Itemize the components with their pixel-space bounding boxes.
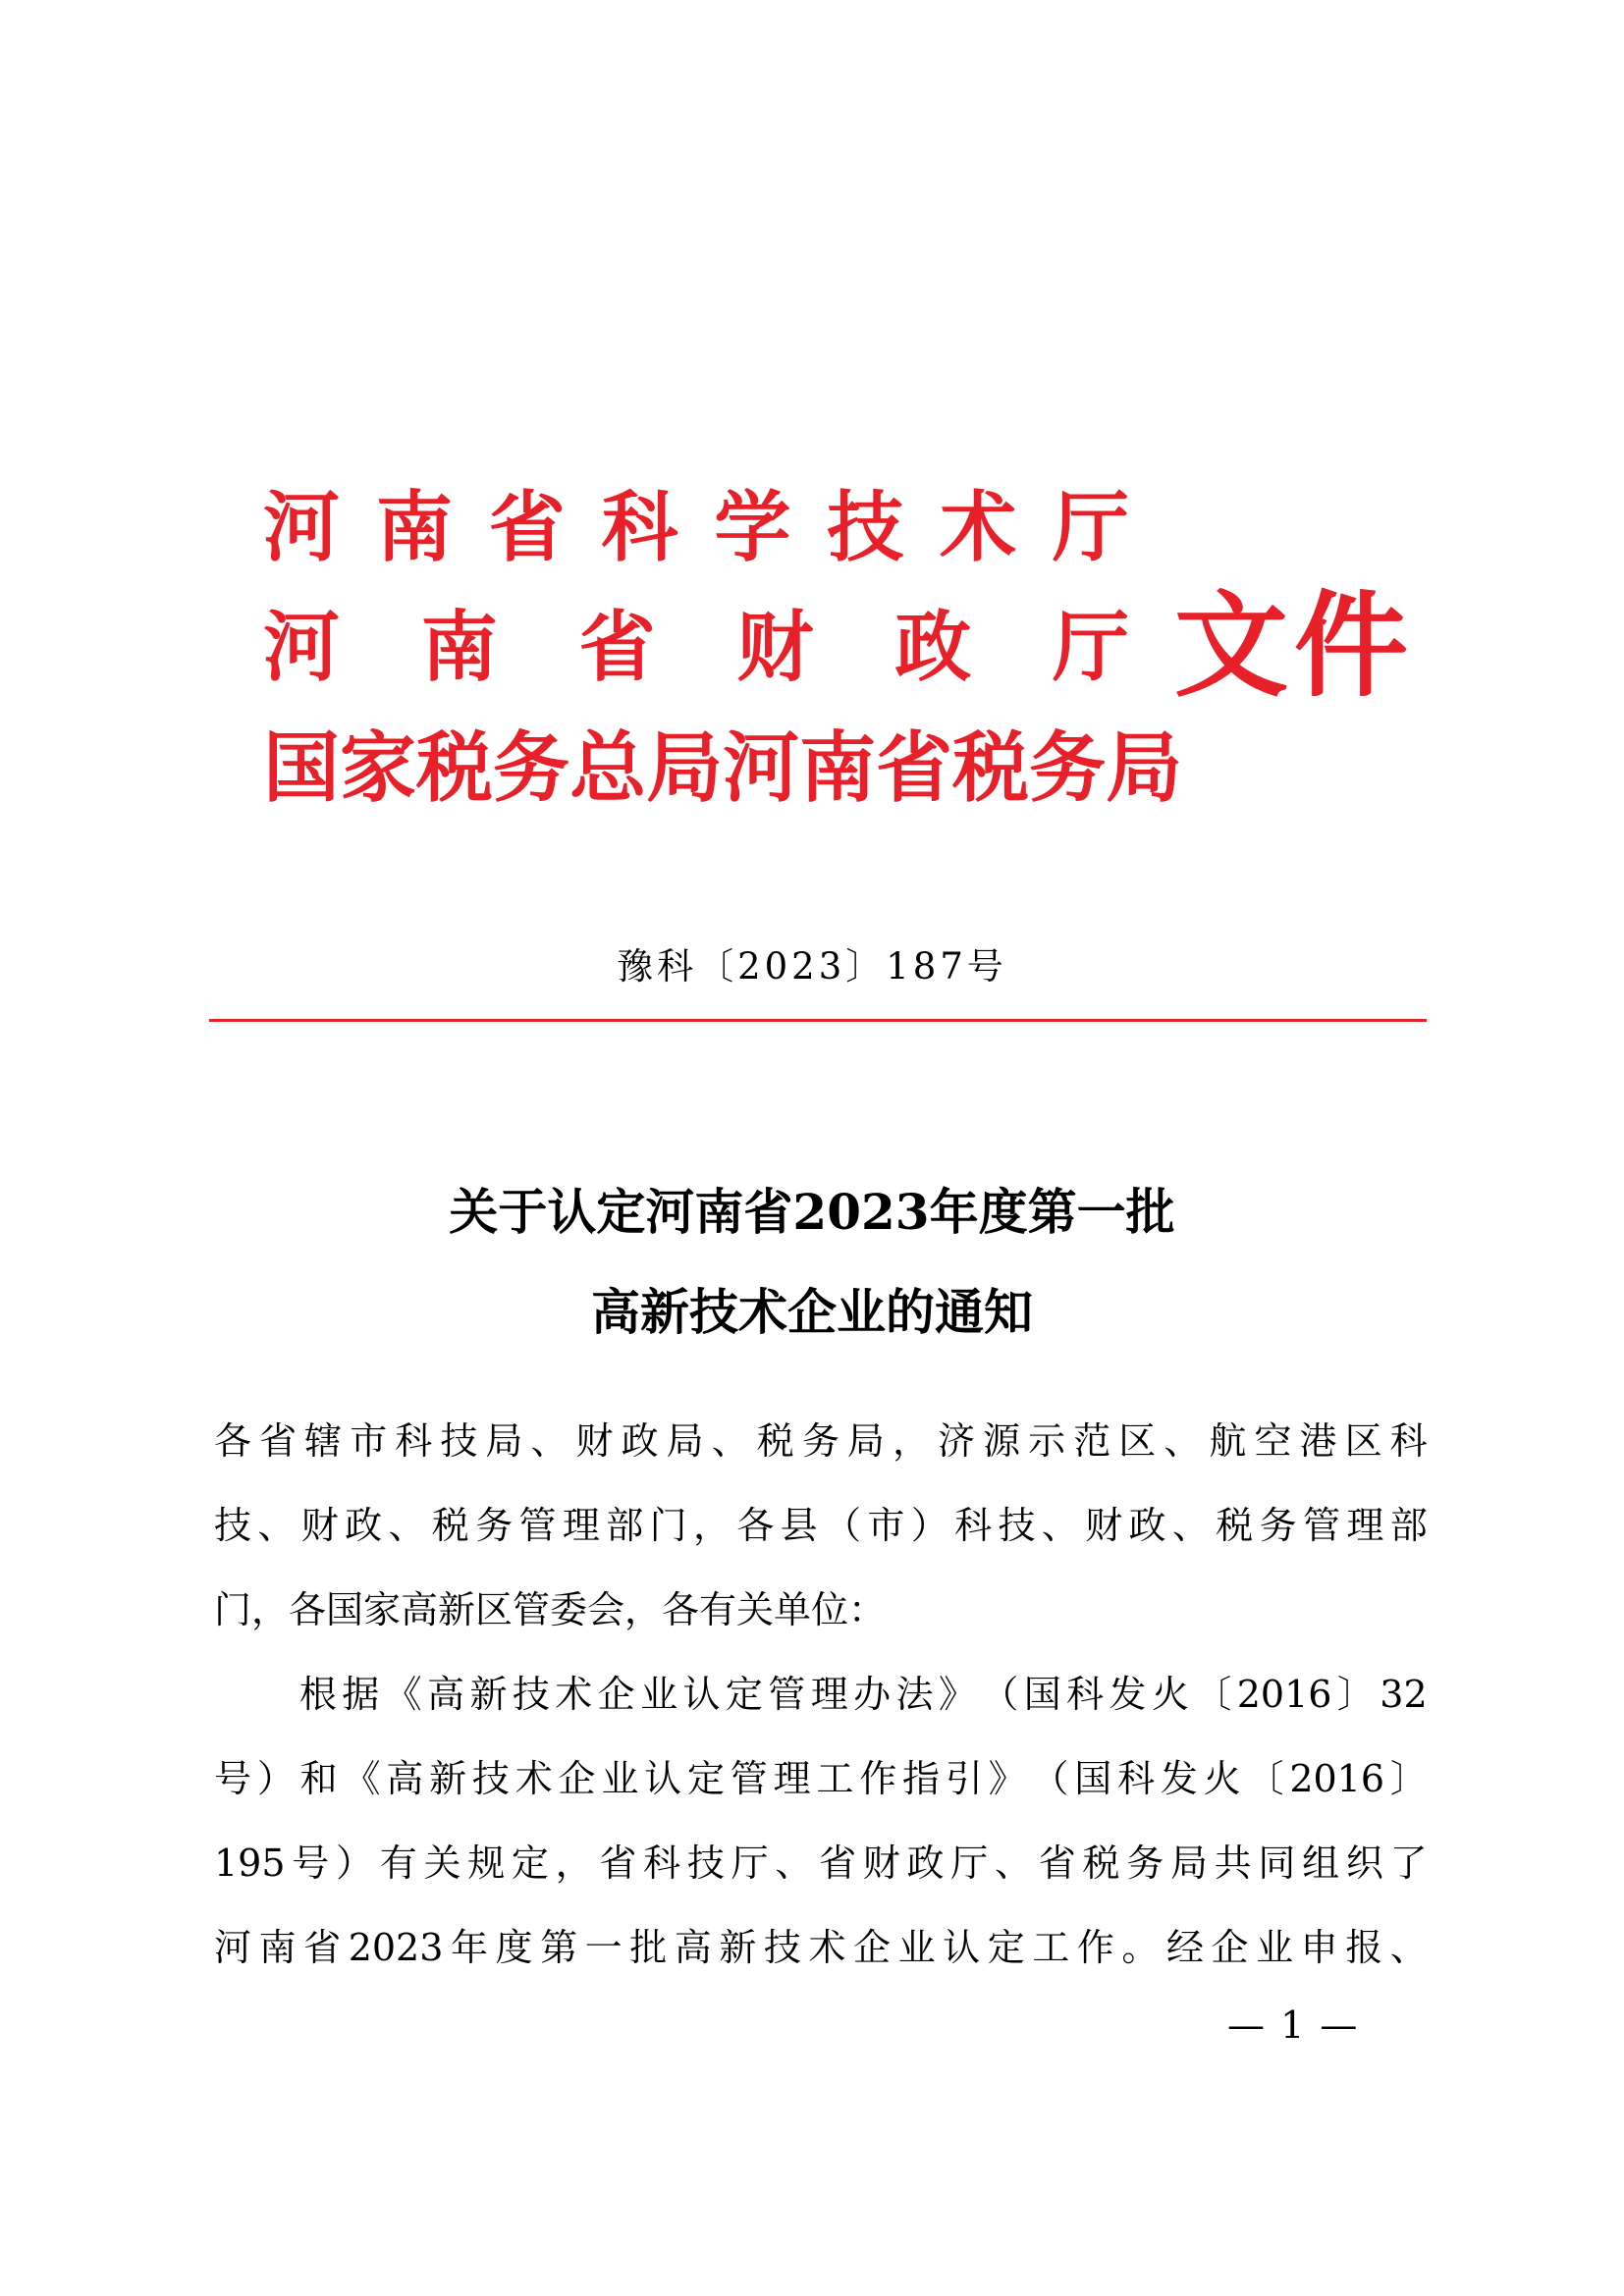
text-glyph: 术 [940,483,1017,572]
text-glyph: 定 [725,1673,763,1716]
text-glyph: 厅 [731,1842,769,1885]
text-glyph: ） [335,1842,373,1885]
paragraph-line-4 [214,1920,1428,1975]
text-glyph: 〔 [1246,1757,1284,1800]
text-glyph: 税 [756,1419,794,1463]
text-glyph: 市 [350,1419,388,1463]
text-glyph: 火 [1151,1673,1189,1716]
text-glyph: 定 [511,1842,549,1885]
text-glyph: ） [910,1504,948,1547]
text-glyph: 部 [1389,1504,1428,1547]
text-glyph: 管 [768,1673,806,1716]
text-glyph: 局 [646,723,724,813]
text-glyph: 河 [263,483,341,572]
text-glyph: 政 [1128,1504,1166,1547]
text-glyph: 财 [862,1842,900,1885]
text-glyph: 技 [686,1842,725,1885]
paragraph-line-2 [214,1751,1428,1806]
text-glyph: 管 [518,1504,557,1547]
text-glyph: 指 [902,1757,941,1800]
text-glyph: 技 [440,1419,478,1463]
text-glyph: 术 [555,1673,593,1716]
text-glyph: 各 [214,1419,252,1463]
text-glyph: 、 [1389,1926,1428,1969]
text-glyph: 织 [1345,1842,1383,1885]
red-separator-rule [209,1019,1427,1022]
text-glyph: 各 [736,1504,775,1547]
text-glyph: 、 [711,1419,749,1463]
text-glyph: 省 [1038,1842,1076,1885]
text-glyph: 技 [763,1926,801,1969]
text-glyph: 一 [584,1926,623,1969]
text-glyph: 局 [1106,723,1183,813]
text-glyph: 务 [1126,1842,1164,1885]
text-glyph: 号 [292,1842,330,1885]
text-glyph: （ [1031,1757,1069,1800]
text-glyph: 新 [469,1673,508,1716]
text-glyph: 》 [938,1673,976,1716]
text-glyph: 高 [674,1926,712,1969]
text-glyph: 共 [1214,1842,1252,1885]
text-glyph: ） [256,1757,295,1800]
text-glyph: 》 [988,1757,1026,1800]
text-glyph: 区 [1344,1419,1382,1463]
text-glyph: 理 [562,1504,600,1547]
text-glyph: 市 [867,1504,905,1547]
document-title-line-2: 高新技术企业的通知 [591,1283,1033,1341]
text-glyph: 科 [601,483,678,572]
text-glyph: 管 [1302,1504,1340,1547]
text-glyph: 政 [906,1842,945,1885]
text-glyph: 批 [629,1926,668,1969]
text-glyph: 厅 [1052,483,1129,572]
text-glyph: 。 [1121,1926,1160,1969]
text-glyph: 〕 [1389,1757,1428,1800]
text-glyph: 发 [1109,1673,1147,1716]
masthead-org-tax-bureau [263,720,1183,818]
text-glyph: 河 [723,723,800,813]
text-glyph: 第 [540,1926,578,1969]
text-glyph: 2023 [348,1926,444,1969]
text-glyph: 和 [299,1757,338,1800]
text-glyph: 科 [1389,1419,1428,1463]
text-glyph: 南 [258,1926,297,1969]
text-glyph: 规 [467,1842,506,1885]
text-glyph: 管 [730,1757,768,1800]
text-glyph: 发 [1160,1757,1198,1800]
text-glyph: 辖 [304,1419,343,1463]
text-glyph: 企 [1211,1926,1249,1969]
text-glyph: 高 [386,1757,424,1800]
page-number: — 1 — [1227,2003,1360,2047]
text-glyph: 政 [345,1504,383,1547]
text-glyph: 技 [471,1757,510,1800]
text-glyph: 了 [1389,1842,1428,1885]
text-glyph: 省 [488,483,566,572]
text-glyph: 、 [1171,1504,1210,1547]
text-glyph: 号 [214,1757,252,1800]
text-glyph: 南 [799,723,877,813]
text-glyph: 理 [1346,1504,1384,1547]
text-glyph: 务 [1259,1504,1297,1547]
text-glyph: 源 [983,1419,1021,1463]
text-glyph: 理 [773,1757,811,1800]
text-glyph: 2016 [1289,1757,1385,1800]
text-glyph: 法 [895,1673,934,1716]
text-glyph: 工 [1032,1926,1070,1969]
document-title-line-1: 关于认定河南省2023年度第一批 [449,1183,1175,1241]
text-glyph: 政 [894,603,972,692]
paragraph-line-3 [214,1836,1428,1891]
text-glyph: 认 [943,1926,981,1969]
addressee-line-1 [214,1414,1428,1468]
masthead-org-finance-department [263,599,1129,697]
text-glyph: 税 [416,723,494,813]
text-glyph: 《 [384,1673,422,1716]
text-glyph: 税 [1216,1504,1254,1547]
text-glyph: 总 [569,723,647,813]
text-glyph: 科 [1066,1673,1105,1716]
text-glyph: 术 [514,1757,553,1800]
text-glyph: 〔 [1194,1673,1232,1716]
text-glyph: 195 [214,1842,286,1885]
text-glyph: 工 [816,1757,854,1800]
text-glyph: 示 [1028,1419,1066,1463]
text-glyph: 范 [1073,1419,1111,1463]
text-glyph: 科 [954,1504,993,1547]
text-glyph: 、 [388,1504,426,1547]
text-glyph: 南 [375,483,453,572]
text-glyph: 省 [303,1926,342,1969]
text-glyph: 济 [938,1419,976,1463]
text-glyph: 、 [257,1504,296,1547]
text-glyph: 学 [714,483,791,572]
text-glyph: 企 [597,1673,635,1716]
text-glyph: 航 [1209,1419,1247,1463]
text-glyph: 办 [853,1673,892,1716]
text-glyph: 度 [495,1926,533,1969]
text-glyph: 家 [340,723,417,813]
text-glyph: 省 [259,1419,298,1463]
text-glyph: 省 [876,723,953,813]
text-glyph: 火 [1203,1757,1241,1800]
text-glyph: 有 [379,1842,417,1885]
text-glyph: 报 [1345,1926,1383,1969]
text-glyph: 税 [1082,1842,1120,1885]
text-glyph: 技 [214,1504,252,1547]
addressee-line-3: 门，各国家高新区管委会，各有关单位： [214,1588,887,1631]
text-glyph: 技 [827,483,904,572]
text-glyph: 申 [1300,1926,1338,1969]
text-glyph: 县 [780,1504,818,1547]
text-glyph: 关 [423,1842,461,1885]
text-glyph: 技 [998,1504,1036,1547]
text-glyph: 省 [599,1842,637,1885]
text-glyph: 术 [808,1926,846,1969]
text-glyph: 国 [1074,1757,1112,1800]
text-glyph: 局 [666,1419,704,1463]
text-glyph: 河 [263,603,341,692]
text-glyph: 区 [1118,1419,1157,1463]
addressee-line-2 [214,1498,1428,1553]
text-glyph: 、 [1164,1419,1202,1463]
text-glyph: 税 [952,723,1030,813]
text-glyph: 企 [558,1757,596,1800]
text-glyph: 32 [1380,1673,1428,1716]
text-glyph: 、 [530,1419,568,1463]
text-glyph: 财 [300,1504,339,1547]
text-glyph: 高 [427,1673,465,1716]
text-glyph: 南 [420,603,498,692]
text-glyph: 〕 [1336,1673,1375,1716]
text-glyph [256,1667,294,1722]
text-glyph: 、 [995,1842,1033,1885]
masthead-org-science-department [263,479,1129,577]
text-glyph: 新 [429,1757,467,1800]
text-glyph: （ [824,1504,862,1547]
text-glyph: 认 [682,1673,721,1716]
text-glyph: 根 [298,1673,337,1716]
text-glyph: 务 [475,1504,514,1547]
text-glyph: ， [692,1504,731,1547]
text-glyph: 科 [643,1842,681,1885]
text-glyph: 省 [819,1842,857,1885]
text-glyph: 局 [846,1419,885,1463]
text-glyph: 国 [1023,1673,1061,1716]
text-glyph: 定 [686,1757,725,1800]
text-glyph: 空 [1254,1419,1292,1463]
text-glyph: 据 [342,1673,380,1716]
text-glyph: 省 [578,603,656,692]
text-glyph: 财 [1085,1504,1123,1547]
document-number: 豫科〔2023〕187号 [617,945,1007,988]
text-glyph: ， [555,1842,593,1885]
text-glyph: 、 [1041,1504,1079,1547]
text-glyph: 财 [575,1419,614,1463]
text-glyph [214,1667,251,1722]
text-glyph: 局 [1169,1842,1208,1885]
text-glyph: 新 [719,1926,757,1969]
text-glyph: 定 [987,1926,1025,1969]
text-glyph: 财 [736,603,814,692]
text-glyph: 港 [1299,1419,1337,1463]
text-glyph: 国 [263,723,341,813]
text-glyph: 2016 [1236,1673,1332,1716]
text-glyph: 经 [1165,1926,1204,1969]
text-glyph: 门 [649,1504,687,1547]
text-glyph: 理 [810,1673,848,1716]
text-glyph: ， [892,1419,930,1463]
text-glyph: 政 [621,1419,659,1463]
text-glyph: 、 [775,1842,813,1885]
text-glyph: 科 [395,1419,433,1463]
text-glyph: 部 [606,1504,644,1547]
text-glyph: 务 [493,723,570,813]
text-glyph: 作 [1076,1926,1114,1969]
text-glyph: 年 [450,1926,488,1969]
text-glyph: 业 [1256,1926,1294,1969]
text-glyph: 同 [1258,1842,1296,1885]
text-glyph: 税 [431,1504,469,1547]
text-glyph: 企 [853,1926,892,1969]
text-glyph: 厅 [950,1842,989,1885]
text-glyph: （ [981,1673,1019,1716]
text-glyph: 《 [343,1757,381,1800]
text-glyph: 作 [859,1757,897,1800]
text-glyph: 技 [512,1673,550,1716]
text-glyph: 业 [640,1673,678,1716]
document-masthead [263,479,1414,813]
masthead-document-suffix: 文件 [1174,579,1414,713]
text-glyph: 组 [1302,1842,1340,1885]
text-glyph: 业 [601,1757,639,1800]
text-glyph: 河 [214,1926,252,1969]
text-glyph: 局 [485,1419,523,1463]
text-glyph: 认 [644,1757,682,1800]
text-glyph: 业 [897,1926,936,1969]
paragraph-line-1 [214,1667,1428,1722]
text-glyph: 务 [1029,723,1107,813]
text-glyph: 引 [945,1757,983,1800]
text-glyph: 厅 [1052,603,1129,692]
text-glyph: 务 [801,1419,839,1463]
text-glyph: 科 [1117,1757,1156,1800]
